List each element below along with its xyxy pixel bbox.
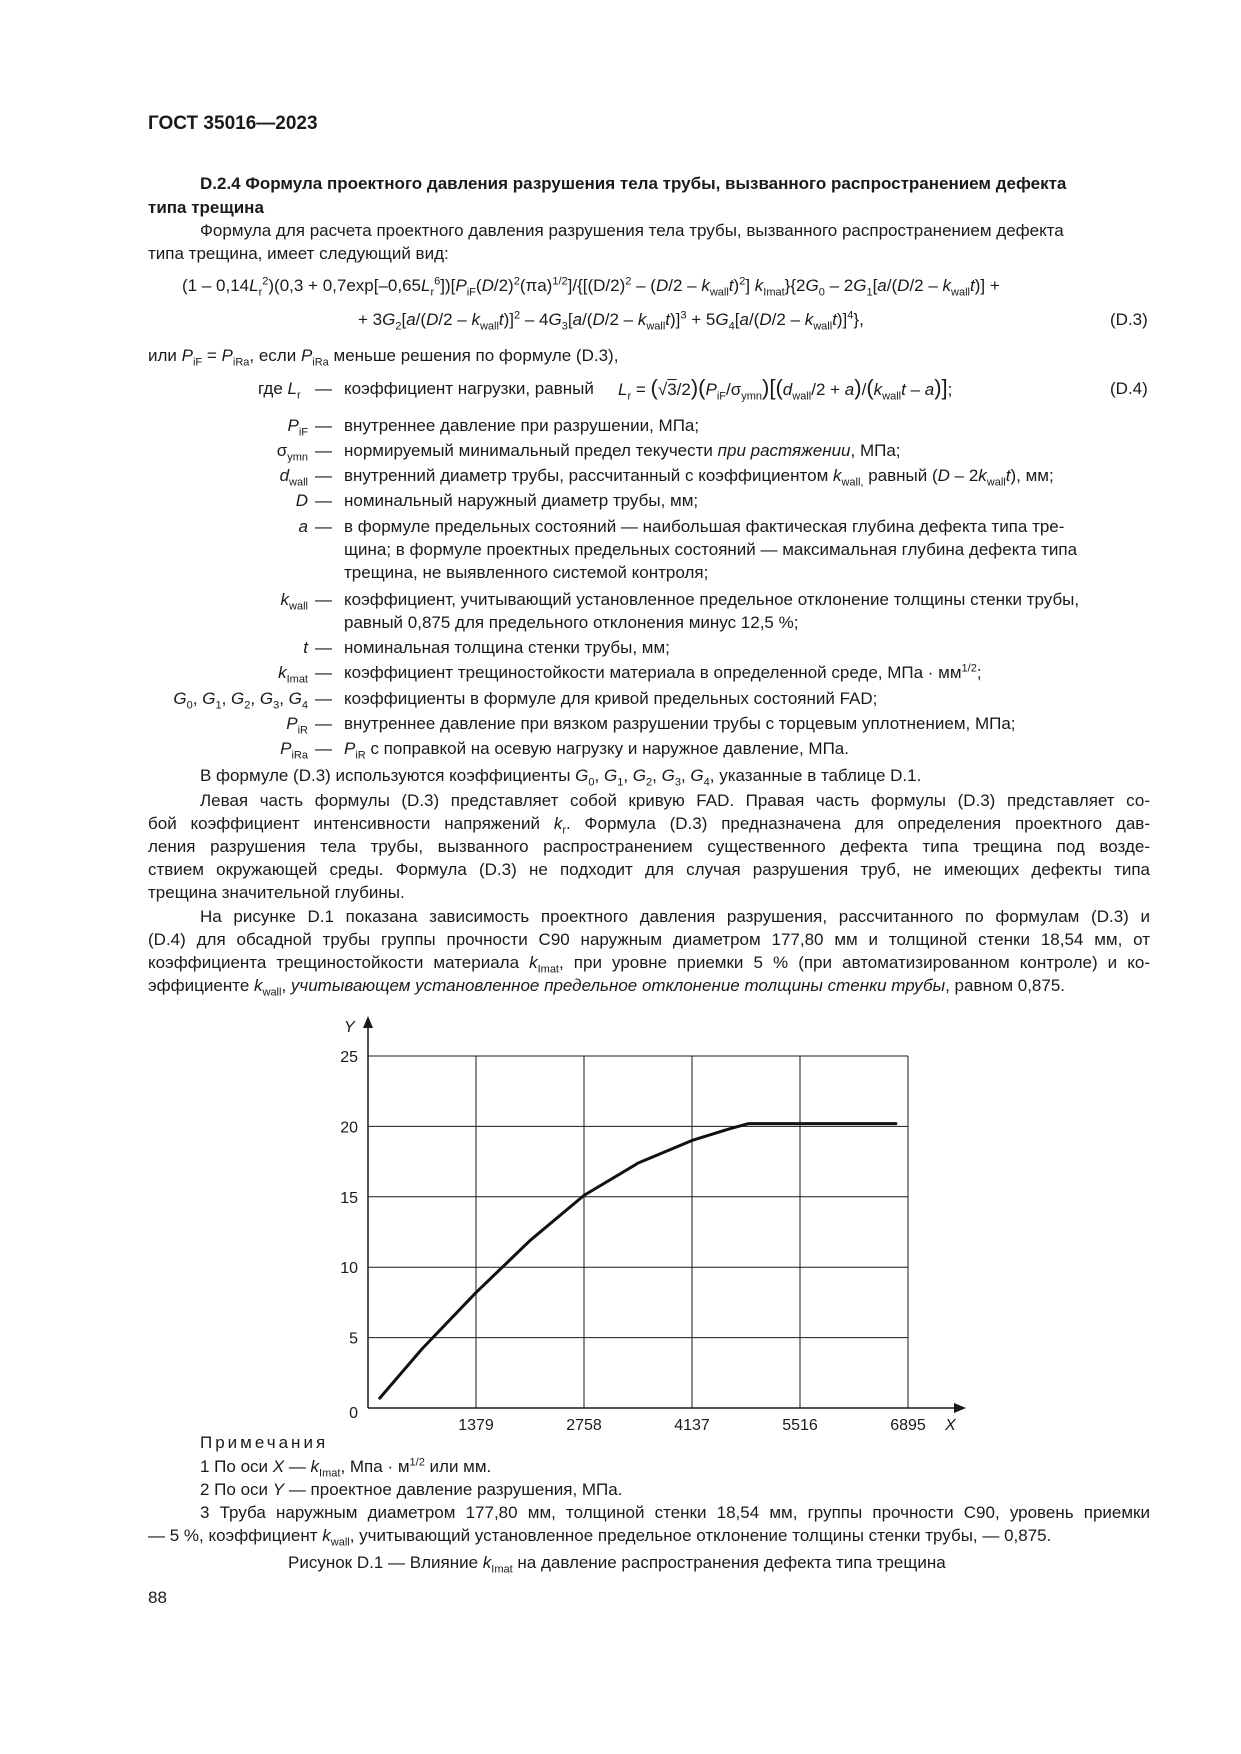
y-tick-label: 20: [340, 1119, 358, 1137]
figure-caption: Рисунок D.1 — Влияние $k_{Imat}$ на давление распространения дефекта типа трещина: [288, 1553, 946, 1576]
def-dash: —: [315, 416, 332, 435]
section-heading-cont: типа трещина: [148, 198, 264, 217]
where-dash: —: [315, 379, 332, 398]
def-text-a-cont-1: щина; в формуле проектных предельных состояний — максимальная глубина дефекта типа: [344, 540, 1078, 559]
y-tick-label: 10: [340, 1260, 358, 1278]
section-heading: D.2.4 Формула проектного давления разрушения тела трубы, вызванного распространением дефекта: [200, 174, 1067, 193]
paragraph-1: В формуле (D.3) используются коэффициенты $G_0$, $G_1$, $G_2$, $G_3$, $G_4$, указанные в таблице D.1.: [200, 766, 922, 789]
p2-line-3: ления разрушения тела трубы, вызванного распространением существенного дефекта типа трещина под возде-: [148, 837, 1150, 856]
x-tick-label: 6895: [890, 1417, 926, 1430]
lr-text: коэффициент нагрузки, равный: [344, 379, 594, 398]
def-symbol-a: a: [298, 517, 308, 536]
note-3-line-1: 3 Труба наружным диаметром 177,80 мм, толщиной стенки 18,54 мм, группы прочности С90, уровень приемки: [200, 1503, 1150, 1522]
p3-line-2: (D.4) для обсадной трубы группы прочности С90 наружным диаметром 177,80 мм и толщиной стенки 18,54 мм, от: [148, 930, 1150, 949]
formula-d3-number: (D.3): [1110, 310, 1148, 329]
p2-line-2: бой коэффициент интенсивности напряжений $k_r$. Формула (D.3) предназначена для определения проектного дав-: [148, 814, 1150, 837]
def-symbol-kwall: $k_{wall}$: [280, 590, 308, 613]
x-tick-label: 1379: [458, 1417, 494, 1430]
p3-line-3: коэффициента трещиностойкости материала $k_{Imat}$, при уровне приемки 5 % (при автоматизированном контроле) и ко-: [148, 953, 1150, 976]
def-dash: —: [315, 491, 332, 510]
intro-line-2: типа трещина, имеет следующий вид:: [148, 244, 449, 263]
chart-ticks: [340, 1049, 926, 1430]
intro-line-1: Формула для расчета проектного давления разрушения тела трубы, вызванного распространением дефекта: [200, 221, 1064, 240]
def-text-kwall: коэффициент, учитывающий установленное предельное отклонение толщины стенки трубы,: [344, 590, 1080, 609]
def-text-symn: нормируемый минимальный предел текучести при растяжении, МПа;: [344, 441, 901, 460]
y-tick-label: 15: [340, 1189, 358, 1207]
p2-line-4: ствием окружающей среды. Формула (D.3) не подходит для случая разрушения труб, не имеющих дефекты типа: [148, 860, 1150, 879]
p2-line-5: трещина значительной глубины.: [148, 883, 405, 902]
def-symbol-pir: $P_{iR}$: [286, 714, 308, 737]
def-dash: —: [315, 638, 332, 657]
p2-line-1: Левая часть формулы (D.3) представляет собой кривую FAD. Правая часть формулы (D.3) представляет со-: [200, 791, 1150, 810]
note-3-line-2: — 5 %, коэффициент $k_{wall}$, учитывающий установленное предельное отклонение толщины стенки трубы, — 0,875.: [148, 1526, 1052, 1549]
x-tick-label: 2758: [566, 1417, 602, 1430]
figure-d1-chart: [300, 1010, 980, 1430]
x-axis-label: X: [945, 1417, 956, 1430]
y-tick-label: 5: [349, 1330, 358, 1348]
def-text-pif: внутреннее давление при разрушении, МПа;: [344, 416, 700, 435]
y-axis-label: Y: [344, 1019, 355, 1036]
formula-d3-line-2: + $3G_2[a/(D/2 - k_{wall}t)]^2 - 4G_3[a/(D/2 - k_{wall}t)]^3 + 5G_4[a/(D/2 - k_{wall}t)]^4$},: [358, 309, 864, 333]
def-symbol-dwall: $d_{wall}$: [279, 466, 308, 489]
formula-d4: $L_r = (√3/2)(P_{iF}/\sigma_{ymn})[(d_{wall}/2 + a)/(k_{wall}t - a)]$;: [618, 375, 953, 403]
page-header: ГОСТ 35016—2023: [148, 113, 318, 134]
def-symbol-pira: $P_{iRa}$: [280, 739, 308, 762]
def-text-d: номинальный наружный диаметр трубы, мм;: [344, 491, 699, 510]
formula-d3-line-1: $(1 - 0,14L_r^2)(0,3 + 0,7\exp[-0,65L_r^6])[P_{iF}(D/2)^2(\pi a)^{1/2}]/\{[(D/2)^2 - (D/2 - k_{wall}t)^2]$ $k_{Imat}\}\{2G_0 - 2G_1[a/(D/2 - k_{wall}t)]$ +: [182, 275, 1000, 299]
where-lr: где $L_r$: [258, 379, 301, 402]
or-line: или $P_{iF} = P_{iRa}$, если $P_{iRa}$ меньше решения по формуле (D.3),: [148, 346, 619, 369]
def-dash: —: [315, 590, 332, 609]
chart-axes: [344, 1016, 966, 1430]
def-text-pir: внутреннее давление при вязком разрушении трубы с торцевым уплотнением, МПа;: [344, 714, 1016, 733]
chart-grid: [368, 1056, 908, 1408]
note-1: 1 По оси X — $k_{Imat}$, Мпа · $м^{1/2}$ или мм.: [200, 1456, 492, 1480]
x-tick-label: 4137: [674, 1417, 710, 1430]
p3-line-1: На рисунке D.1 показана зависимость проектного давления разрушения, рассчитанного по формулам (D.3) и: [200, 907, 1150, 926]
notes-heading: Примечания: [200, 1433, 329, 1452]
def-symbol-symn: $\sigma_{ymn}$: [276, 441, 308, 464]
formula-d4-number: (D.4): [1110, 379, 1148, 398]
def-dash: —: [315, 517, 332, 536]
def-text-pira: $P_{iR}$ с поправкой на осевую нагрузку и наружное давление, МПа.: [344, 739, 849, 762]
page-number: 88: [148, 1588, 167, 1607]
def-symbol-g: $G_0$, $G_1$, $G_2$, $G_3$, $G_4$: [173, 689, 308, 712]
def-dash: —: [315, 739, 332, 758]
def-text-kwall-cont: равный 0,875 для предельного отклонения минус 12,5 %;: [344, 613, 799, 632]
def-dash: —: [315, 466, 332, 485]
def-symbol-kimat: $k_{Imat}$: [278, 663, 308, 686]
y-tick-label: 25: [340, 1049, 358, 1066]
y-axis-arrow: [363, 1016, 373, 1028]
y-tick-label: 0: [349, 1405, 358, 1422]
x-axis-arrow: [954, 1403, 966, 1413]
series-line: [380, 1124, 896, 1399]
def-text-a-cont-2: трещина, не выявленного системой контроля;: [344, 563, 709, 582]
note-2: 2 По оси Y — проектное давление разрушения, МПа.: [200, 1480, 623, 1499]
def-text-t: номинальная толщина стенки трубы, мм;: [344, 638, 670, 657]
def-text-a: в формуле предельных состояний — наибольшая фактическая глубина дефекта типа тре-: [344, 517, 1065, 536]
p3-line-4: эффициенте $k_{wall}$, учитывающем установленное предельное отклонение толщины стенки трубы, равном 0,875.: [148, 976, 1065, 999]
def-dash: —: [315, 441, 332, 460]
def-text-kimat: коэффициент трещиностойкости материала в определенной среде, МПа · $мм^{1/2}$;: [344, 662, 982, 682]
def-symbol-d: D: [295, 491, 308, 510]
def-dash: —: [315, 663, 332, 682]
def-dash: —: [315, 689, 332, 708]
chart-series: [380, 1124, 896, 1399]
def-symbol-pif: $P_{iF}$: [287, 416, 308, 439]
def-text-dwall: внутренний диаметр трубы, рассчитанный с коэффициентом $k_{wall,}$ равный $(D - 2k_{wall}t)$, мм;: [344, 466, 1054, 489]
def-dash: —: [315, 714, 332, 733]
def-text-g: коэффициенты в формуле для кривой предельных состояний FAD;: [344, 689, 878, 708]
def-symbol-t: t: [303, 638, 308, 657]
x-tick-label: 5516: [782, 1417, 818, 1430]
